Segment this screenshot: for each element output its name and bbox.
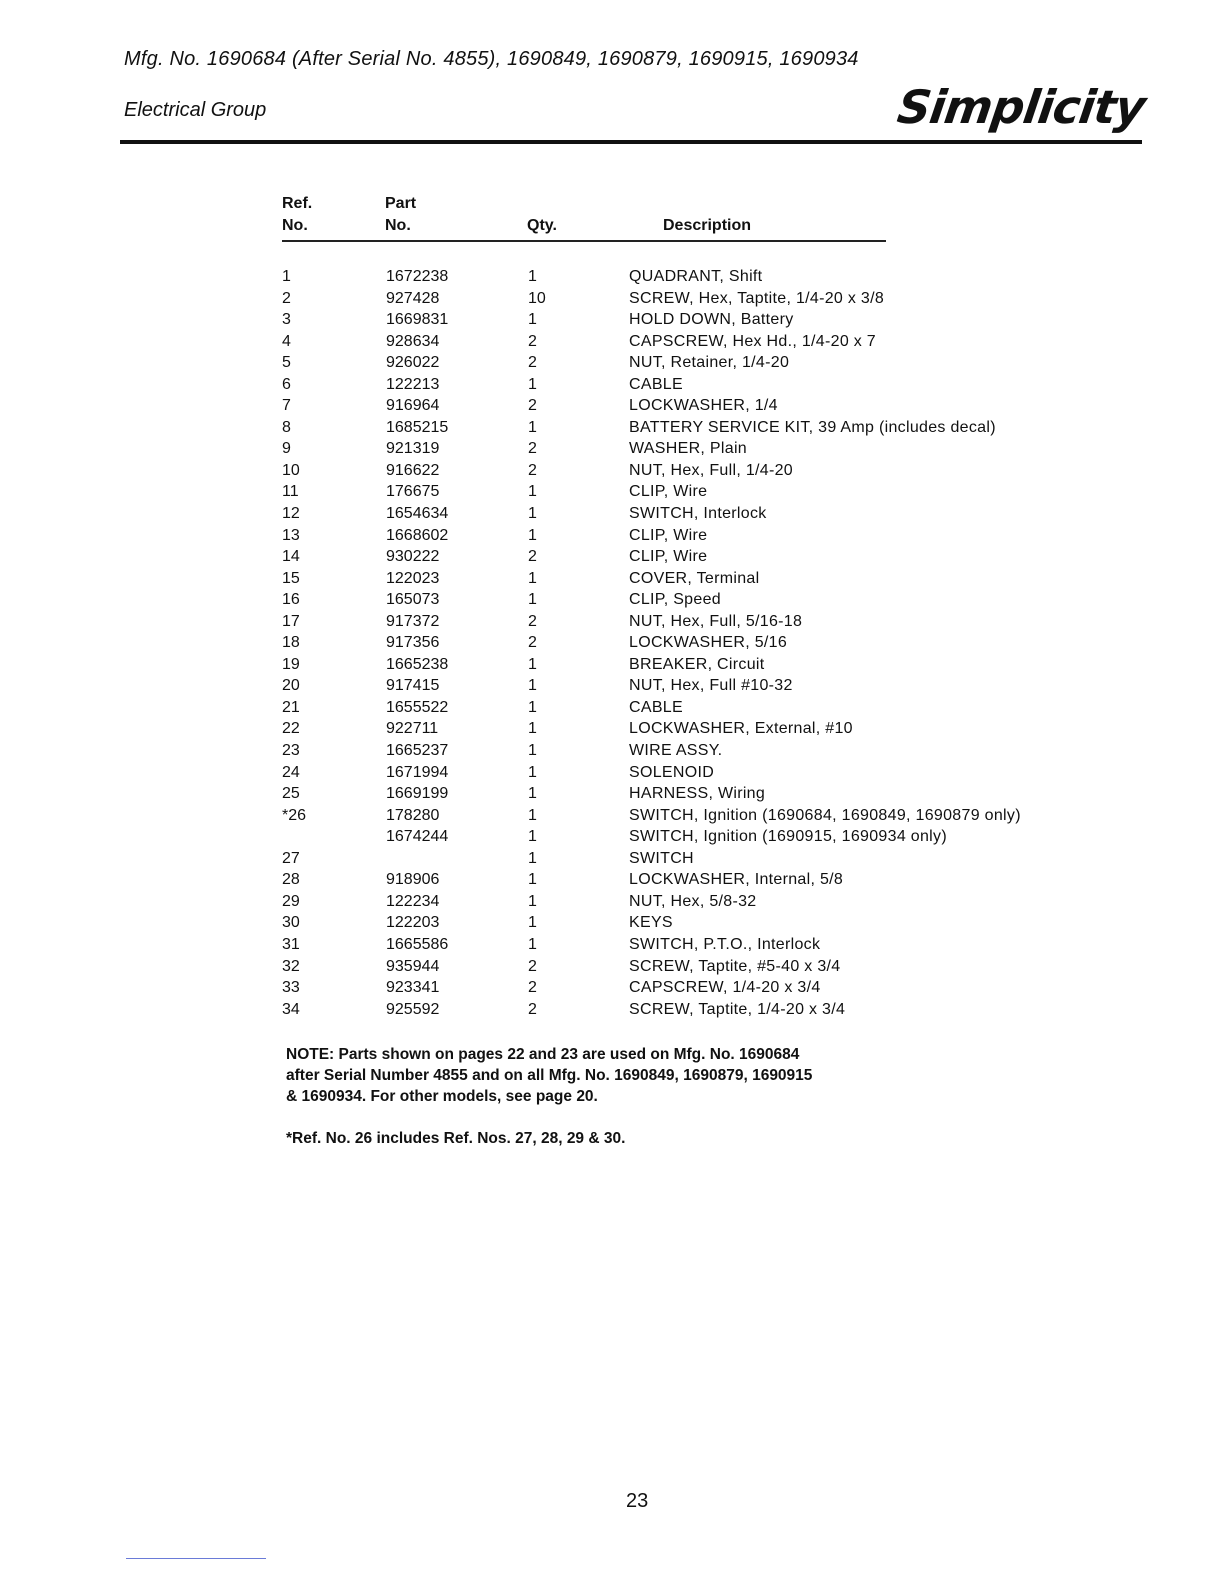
quantity: 1 xyxy=(528,311,537,329)
table-row xyxy=(280,568,1080,590)
part-number: 925592 xyxy=(386,1000,440,1018)
table-row xyxy=(280,417,1080,439)
part-number: 1669199 xyxy=(386,785,449,803)
quantity: 2 xyxy=(528,354,537,372)
quantity: 1 xyxy=(528,569,537,587)
part-number: 165073 xyxy=(386,591,440,609)
note-line: & 1690934. For other models, see page 20. xyxy=(286,1088,598,1105)
part-number: 122023 xyxy=(386,569,440,587)
quantity: 2 xyxy=(528,461,537,479)
description: CLIP, Wire xyxy=(629,483,708,501)
description: NUT, Hex, Full, 1/4-20 xyxy=(629,461,793,479)
ref-number: 15 xyxy=(282,569,300,587)
ref-number: 7 xyxy=(282,397,291,415)
quantity: 1 xyxy=(528,418,537,436)
quantity: 1 xyxy=(528,720,537,738)
quantity: 2 xyxy=(528,634,537,652)
description: HOLD DOWN, Battery xyxy=(629,311,794,329)
part-number: 1665238 xyxy=(386,655,449,673)
table-row xyxy=(280,654,1080,676)
part-number: 918906 xyxy=(386,871,440,889)
quantity: 1 xyxy=(528,591,537,609)
quantity: 2 xyxy=(528,548,537,566)
note-line: after Serial Number 4855 and on all Mfg. No. 1690849, 1690879, 1690915 xyxy=(286,1067,813,1084)
ref-number: 6 xyxy=(282,375,291,393)
quantity: 1 xyxy=(528,785,537,803)
part-number: 1654634 xyxy=(386,505,449,523)
table-row xyxy=(280,891,1080,913)
ref-number: 28 xyxy=(282,871,300,889)
table-row xyxy=(280,912,1080,934)
ref-number: 22 xyxy=(282,720,300,738)
quantity: 1 xyxy=(528,698,537,716)
description: COVER, Terminal xyxy=(629,569,760,587)
part-number: 1669831 xyxy=(386,311,449,329)
description: SCREW, Hex, Taptite, 1/4-20 x 3/8 xyxy=(629,289,885,307)
quantity: 1 xyxy=(528,914,537,932)
quantity: 1 xyxy=(528,526,537,544)
header-description: Description xyxy=(663,217,752,234)
part-number: 930222 xyxy=(386,548,440,566)
table-row xyxy=(280,331,1080,353)
quantity: 1 xyxy=(528,375,537,393)
quantity: 2 xyxy=(528,1000,537,1018)
ref-number: 8 xyxy=(282,418,291,436)
description: SCREW, Taptite, #5-40 x 3/4 xyxy=(629,957,841,975)
description: NUT, Retainer, 1/4-20 xyxy=(629,354,790,372)
quantity: 1 xyxy=(528,849,537,867)
quantity: 1 xyxy=(528,483,537,501)
part-number: 1685215 xyxy=(386,418,449,436)
table-row xyxy=(280,869,1080,891)
quantity: 2 xyxy=(528,332,537,350)
table-row xyxy=(280,589,1080,611)
ref-number: 21 xyxy=(282,698,300,716)
ref-number: 16 xyxy=(282,591,300,609)
table-row xyxy=(280,740,1080,762)
ref-number: 18 xyxy=(282,634,300,652)
table-row xyxy=(280,503,1080,525)
quantity: 2 xyxy=(528,440,537,458)
bottom-rule xyxy=(126,1558,266,1559)
quantity: 1 xyxy=(528,935,537,953)
table-row xyxy=(280,352,1080,374)
ref-number: 2 xyxy=(282,289,291,307)
part-number: 928634 xyxy=(386,332,440,350)
description: NUT, Hex, 5/8-32 xyxy=(629,892,757,910)
footnote: *Ref. No. 26 includes Ref. Nos. 27, 28, 29 & 30. xyxy=(286,1130,626,1147)
description: SWITCH xyxy=(629,849,694,867)
description: SOLENOID xyxy=(629,763,715,781)
table-row xyxy=(280,309,1080,331)
ref-number: 23 xyxy=(282,742,300,760)
quantity: 1 xyxy=(528,655,537,673)
table-row xyxy=(280,460,1080,482)
quantity: 1 xyxy=(528,268,537,285)
description: LOCKWASHER, 1/4 xyxy=(629,397,778,415)
table-row xyxy=(280,783,1080,805)
table-row xyxy=(280,826,1080,848)
description: WASHER, Plain xyxy=(629,440,748,458)
description: KEYS xyxy=(629,914,673,932)
ref-number: 20 xyxy=(282,677,300,695)
table-row xyxy=(280,288,1080,310)
ref-number: 17 xyxy=(282,612,300,630)
mfg-number-line: Mfg. No. 1690684 (After Serial No. 4855), 1690849, 1690879, 1690915, 1690934 xyxy=(124,48,859,70)
ref-number: 19 xyxy=(282,655,300,673)
ref-number: 9 xyxy=(282,440,291,458)
ref-number: 3 xyxy=(282,311,291,329)
quantity: 1 xyxy=(528,677,537,695)
ref-number: 5 xyxy=(282,354,291,372)
quantity: 1 xyxy=(528,742,537,760)
description: SWITCH, Ignition (1690915, 1690934 only) xyxy=(629,828,947,846)
part-number: 178280 xyxy=(386,806,440,824)
header-ref-line1: Ref. xyxy=(282,195,313,212)
table-row xyxy=(280,956,1080,978)
description: LOCKWASHER, 5/16 xyxy=(629,634,788,652)
ref-number: *26 xyxy=(282,806,307,824)
header-divider xyxy=(120,140,1142,144)
brand-logo: Simplicity xyxy=(893,80,1148,134)
description: NUT, Hex, Full, 5/16-18 xyxy=(629,612,803,630)
description: CABLE xyxy=(629,698,683,716)
ref-number: 12 xyxy=(282,505,300,523)
part-number: 1674244 xyxy=(386,828,449,846)
table-row xyxy=(280,805,1080,827)
header-part-line2: No. xyxy=(385,217,411,234)
quantity: 1 xyxy=(528,806,537,824)
description: WIRE ASSY. xyxy=(629,742,723,760)
table-row xyxy=(280,848,1080,870)
description: LOCKWASHER, External, #10 xyxy=(629,720,853,738)
description: SWITCH, Interlock xyxy=(629,505,767,523)
note-line: NOTE: Parts shown on pages 22 and 23 are used on Mfg. No. 1690684 xyxy=(286,1046,800,1063)
part-number: 923341 xyxy=(386,979,440,997)
description: CABLE xyxy=(629,375,683,393)
parts-table-body xyxy=(280,266,1080,1020)
ref-number: 25 xyxy=(282,785,300,803)
part-number: 935944 xyxy=(386,957,440,975)
part-number: 1655522 xyxy=(386,698,449,716)
ref-number: 10 xyxy=(282,461,300,479)
table-row xyxy=(280,977,1080,999)
part-number: 917372 xyxy=(386,612,440,630)
page-number: 23 xyxy=(626,1490,649,1512)
description: CLIP, Speed xyxy=(629,591,721,609)
table-row xyxy=(280,611,1080,633)
description: BREAKER, Circuit xyxy=(629,655,765,673)
part-number: 917415 xyxy=(386,677,440,695)
description: QUADRANT, Shift xyxy=(629,268,763,285)
description: SWITCH, P.T.O., Interlock xyxy=(629,935,821,953)
table-row xyxy=(280,395,1080,417)
table-row xyxy=(280,762,1080,784)
table-row xyxy=(280,999,1080,1021)
header-qty: Qty. xyxy=(527,217,557,234)
description: HARNESS, Wiring xyxy=(629,785,766,803)
part-number: 122234 xyxy=(386,892,440,910)
table-row xyxy=(280,525,1080,547)
part-number: 1665586 xyxy=(386,935,449,953)
part-number: 921319 xyxy=(386,440,440,458)
description: CAPSCREW, Hex Hd., 1/4-20 x 7 xyxy=(629,332,877,350)
quantity: 1 xyxy=(528,828,537,846)
part-number: 122203 xyxy=(386,914,440,932)
part-number: 1665237 xyxy=(386,742,449,760)
part-number: 916622 xyxy=(386,461,440,479)
ref-number: 1 xyxy=(282,268,291,285)
quantity: 2 xyxy=(528,979,537,997)
table-row xyxy=(280,675,1080,697)
quantity: 2 xyxy=(528,612,537,630)
description: SCREW, Taptite, 1/4-20 x 3/4 xyxy=(629,1000,846,1018)
quantity: 1 xyxy=(528,892,537,910)
ref-number: 33 xyxy=(282,979,300,997)
quantity: 1 xyxy=(528,763,537,781)
table-row xyxy=(280,438,1080,460)
table-row xyxy=(280,934,1080,956)
ref-number: 31 xyxy=(282,935,300,953)
ref-number: 11 xyxy=(282,483,299,501)
table-row xyxy=(280,481,1080,503)
quantity: 2 xyxy=(528,957,537,975)
ref-number: 4 xyxy=(282,332,291,350)
description: CLIP, Wire xyxy=(629,526,708,544)
part-number: 922711 xyxy=(386,720,439,738)
part-number: 1671994 xyxy=(386,763,449,781)
part-number: 122213 xyxy=(386,375,440,393)
ref-number: 30 xyxy=(282,914,300,932)
table-row xyxy=(280,697,1080,719)
part-number: 917356 xyxy=(386,634,440,652)
table-row xyxy=(280,546,1080,568)
quantity: 10 xyxy=(528,289,546,307)
part-number: 176675 xyxy=(386,483,440,501)
part-number: 1672238 xyxy=(386,268,449,285)
section-title: Electrical Group xyxy=(124,99,267,121)
ref-number: 29 xyxy=(282,892,300,910)
table-row xyxy=(280,718,1080,740)
description: CLIP, Wire xyxy=(629,548,708,566)
ref-number: 13 xyxy=(282,526,300,544)
description: LOCKWASHER, Internal, 5/8 xyxy=(629,871,844,889)
quantity: 2 xyxy=(528,397,537,415)
table-row xyxy=(280,632,1080,654)
description: CAPSCREW, 1/4-20 x 3/4 xyxy=(629,979,821,997)
part-number: 927428 xyxy=(386,289,440,307)
ref-number: 32 xyxy=(282,957,300,975)
description: SWITCH, Ignition (1690684, 1690849, 1690879 only) xyxy=(629,806,1021,824)
ref-number: 14 xyxy=(282,548,300,566)
description: BATTERY SERVICE KIT, 39 Amp (includes decal) xyxy=(629,418,996,436)
parts-table-header xyxy=(282,192,886,242)
quantity: 1 xyxy=(528,505,537,523)
table-row xyxy=(280,266,1080,288)
ref-number: 27 xyxy=(282,849,300,867)
ref-number: 34 xyxy=(282,1000,300,1018)
part-number: 1668602 xyxy=(386,526,449,544)
ref-number: 24 xyxy=(282,763,300,781)
table-row xyxy=(280,374,1080,396)
part-number: 916964 xyxy=(386,397,440,415)
quantity: 1 xyxy=(528,871,537,889)
header-part-line1: Part xyxy=(385,195,417,212)
description: NUT, Hex, Full #10-32 xyxy=(629,677,793,695)
part-number: 926022 xyxy=(386,354,440,372)
header-ref-line2: No. xyxy=(282,217,308,234)
note-block xyxy=(286,1044,906,1107)
